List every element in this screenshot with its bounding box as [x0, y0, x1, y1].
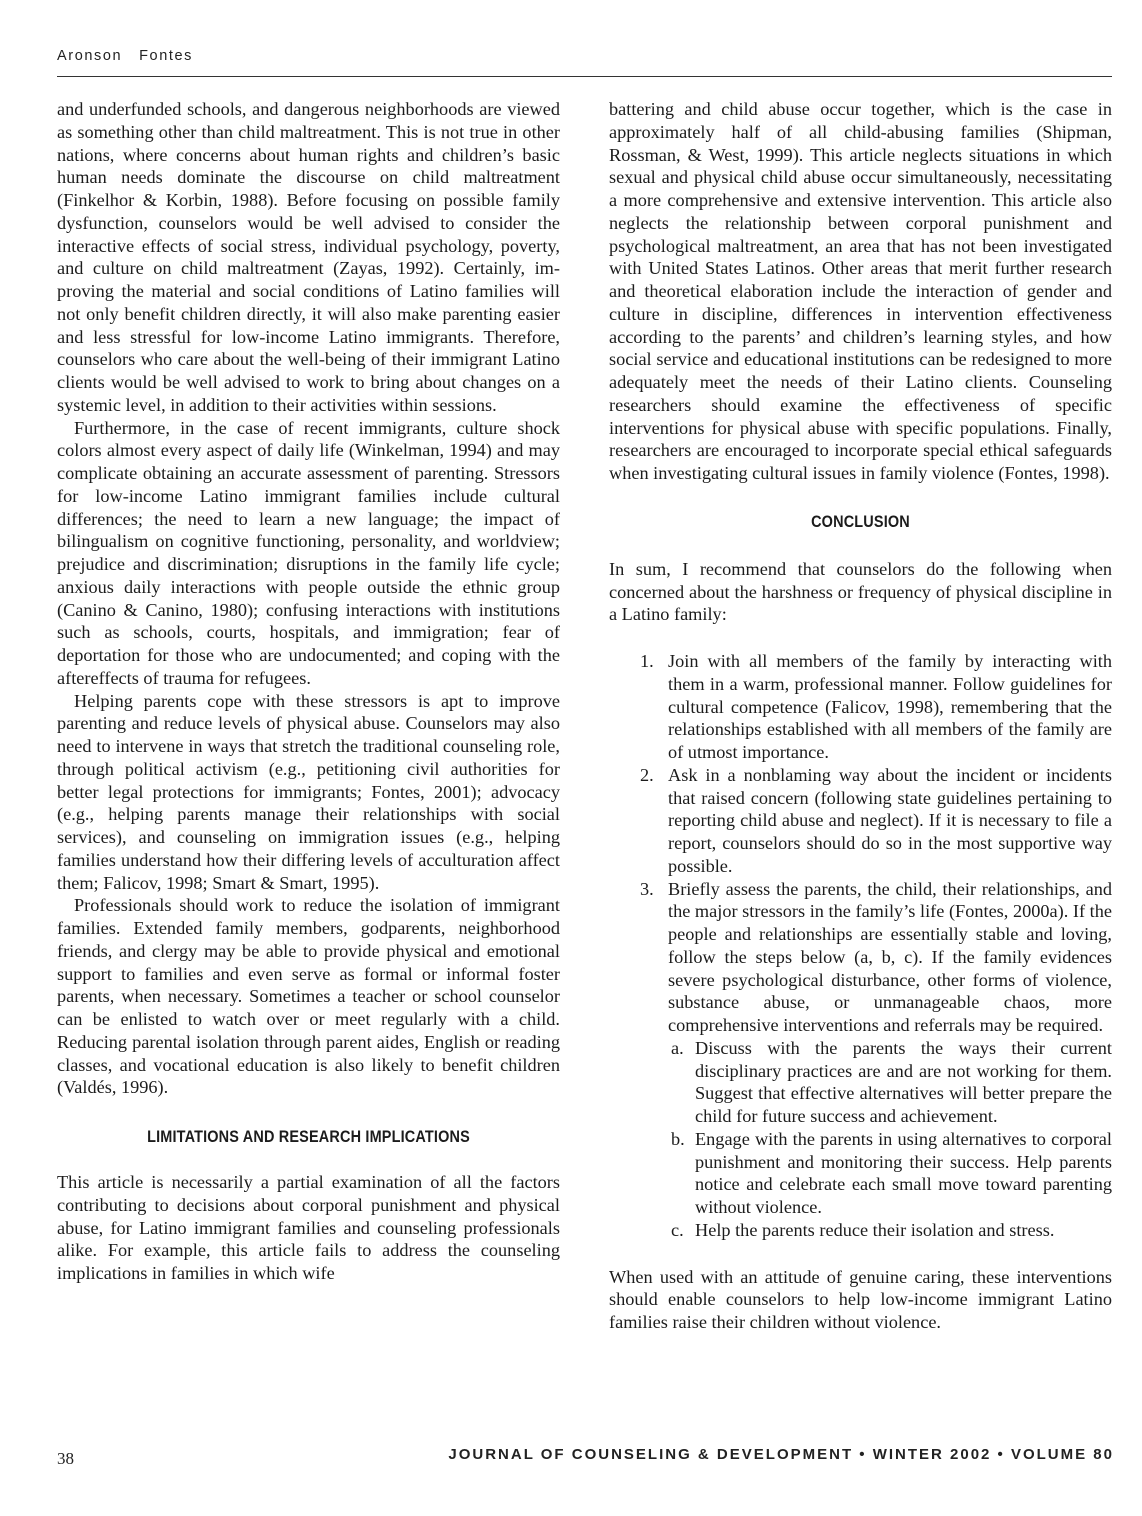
sub-list-item-text: Engage with the parents in using alternatives to corporal punishment and monitoring their success. Help parents notice and celebrate each small move toward parenting without violence. — [695, 1128, 1112, 1217]
body-paragraph: This article is necessarily a partial examination of all the factors contributing to decisions about corporal punishment and physical abuse, for Latino immigrant families and counseling professionals alike. For example, this article fails to address the counseling implications in families in which wife — [57, 1172, 560, 1283]
list-item-text: Ask in a nonblaming way about the incident or incidents that raised concern (following state guidelines pertaining to reporting child abuse and neglect). If it is necessary to file a report, counselors should do so in the most supportive way possible. — [668, 764, 1112, 876]
sub-list-letter: a. — [671, 1037, 684, 1058]
conclusion-intro: In sum, I recommend that counselors do the following when concerned about the harshness or frequency of physical discipline in a Latino family: — [609, 558, 1112, 625]
section-heading-conclusion: CONCLUSION — [811, 511, 910, 531]
list-item — [609, 764, 1112, 878]
sub-list-letter: b. — [671, 1128, 685, 1149]
sub-list-item-text: Discuss with the parents the ways their current disciplinary practices are and are not working for them. Suggest that effective alternatives will better prepare the child for future success and achievement. — [695, 1037, 1112, 1126]
list-number: 2. — [640, 764, 654, 785]
list-number: 3. — [640, 878, 654, 899]
body-paragraph: Helping parents cope with these stressors is apt to improve parenting and reduce levels of physical abuse. Counselors may also need to intervene in ways that stretch the traditional counseling role, through political activism (e.g., petitioning civil authorities for better legal protections for immigrants; Fontes, 2001); advocacy (e.g., helping parents manage their relationships with social services), and counseling on immigration issues (e.g., helping families understand how their differing levels of acculturation affect them; Falicov, 1998; Smart & Smart, 1995). — [57, 690, 560, 893]
sub-list-item — [668, 1128, 1112, 1219]
list-item-text: Briefly assess the parents, the child, their relationships, and the major stressors in the family’s life (Fontes, 2000a). If the people and relationships are essentially stable and loving, follow the steps below (a, b, c). If the family evidences severe psychological disturbance, other forms of violence, substance abuse, or unmanageable chaos, more comprehensive interventions and referrals may be required. — [668, 878, 1112, 1035]
header-rule — [57, 76, 1112, 77]
page-number: 38 — [57, 1449, 74, 1468]
section-heading-limitations: LIMITATIONS AND RESEARCH IMPLICATIONS — [147, 1127, 470, 1146]
right-column — [609, 98, 1112, 1334]
body-paragraph: Professionals should work to reduce the isolation of immigrant families. Extended family members, godparents, neighborhood friends, and clergy may be able to provide physical and emotional support to families and even serve as formal or informal foster parents, when necessary. Sometimes a teacher or school counselor can be enlisted to watch over or meet regularly with a child. Reducing parental isolation through parent aides, English or reading classes, and vocational education is also likely to benefit children (Valdés, 1996). — [57, 895, 560, 1098]
journal-footer: JOURNAL OF COUNSELING & DEVELOPMENT • WINTER 2002 • VOLUME 80 — [448, 1446, 1114, 1463]
body-paragraph: and underfunded schools, and dangerous neighborhoods are viewed as something other than child maltreatment. This is not true in other nations, where concerns about human rights and children’s basic human needs dominate the discourse on child maltreatment (Finkelhor & Korbin, 1988). Before focusing on possible family dysfunction, counselors would be well advised to consider the interactive effects of social stress, individual psychology, poverty, and culture on child maltreatment (Zayas, 1992). Certainly, improving the material and social conditions of Latino families will not only benefit children directly, it will also make parenting easier and less stressful for low-income Latino immigrants. Therefore, counselors who care about the well-being of their immigrant Latino clients would be well advised to work to bring about changes on a systemic level, in addition to their activities within sessions. — [57, 99, 560, 415]
body-paragraph: Furthermore, in the case of recent immigrants, culture shock colors almost every aspect of daily life (Winkelman, 1994) and may complicate obtaining an accurate assessment of parenting. Stressors for low-income Latino immigrant families include cultural differences; the need to learn a new language; the impact of bilingualism on cognitive functioning, personality, and worldview; prejudice and discrimination; disruptions in the family life cycle; anxious daily interactions with people outside the ethnic group (Canino & Canino, 1980); confusing interactions with institutions such as schools, courts, hospitals, and immigration; fear of deportation for those who are undocumented; and coping with the aftereffects of trauma for refugees. — [57, 417, 560, 688]
sub-list-letter: c. — [671, 1219, 684, 1240]
body-paragraph: battering and child abuse occur together, which is the case in approximately half of all child-abusing families (Shipman, Rossman, & West, 1999). This article neglects situations in which sexual and physical child abuse occur simultaneously, necessitating a more comprehensive and extensive intervention. This article also neglects the relationship between corporal punishment and psychological maltreatment, an area that has not been investigated with United States Latinos. Other areas that merit further research and theoretical elaboration include the interaction of gender and culture in discipline, differences in intervention effectiveness according to the parents’ and children’s learning styles, and how social service and educational institutions can be redesigned to more adequately meet the needs of their Latino clients. Counseling researchers should examine the effectiveness of specific interventions for physical abuse with specific populations. Finally, researchers are encouraged to incorporate special ethical safeguards when investigating cultural issues in family violence (Fontes, 1998). — [609, 99, 1112, 483]
sub-list-item — [668, 1037, 1112, 1128]
list-item — [609, 878, 1112, 1242]
sub-list-item — [668, 1219, 1112, 1242]
running-head: Aronson Fontes — [57, 48, 194, 64]
recommendation-list — [609, 650, 1112, 1242]
sub-list-item-text: Help the parents reduce their isolation and stress. — [695, 1219, 1055, 1240]
left-column — [57, 98, 560, 1285]
list-item-text: Join with all members of the family by interacting with them in a warm, professional manner. Follow guidelines for cultural competence (Falicov, 1998), remembering that the relationships established with all members of the family are of utmost importance. — [668, 651, 1112, 762]
closing-paragraph: When used with an attitude of genuine caring, these interventions should enable counselors to help low-income immigrant Latino families raise their children without violence. — [609, 1266, 1112, 1332]
list-item — [609, 650, 1112, 764]
sub-step-list — [668, 1037, 1112, 1242]
list-number: 1. — [640, 651, 654, 671]
